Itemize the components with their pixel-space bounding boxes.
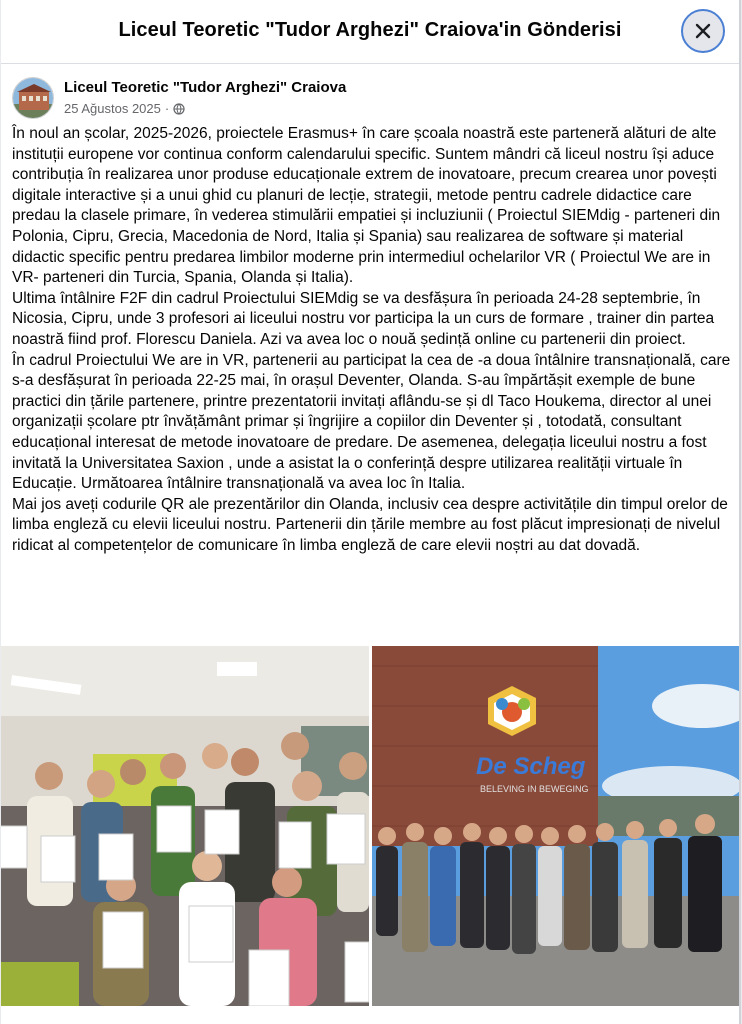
post-paragraph: În noul an școlar, 2025-2026, proiectele Erasmus+ în care școala noastră este parteneră alături de alte instituții europene vor continua conform calendarului specific. Suntem mândri că liceul nostru își aduce contribuția în realizarea unor produse educaționale extrem de inovatoare, precum crearea unor povești digitale interactive și a unui ghid cu planuri de lecție, strategii, metode pentru cadrele didactice care predau la clasele primare, în vederea stimulării empatiei și incluziunii ( Proiectul SIEMdig - parteneri din Polonia, Cipru, Grecia, Macedonia de Nord, Italia și Spania) sau realizarea de software și material didactic specific pentru predarea limbilor moderne prin intermediul ochelarilor VR ( Proiectul We are in VR- parteneri din Turcia, Spania, Olanda și Italia). xyxy=(12,125,721,287)
group-photo-indoor xyxy=(1,646,369,1006)
photo-group-outdoor[interactable] xyxy=(372,646,739,1006)
post-author[interactable]: Liceul Teoretic "Tudor Arghezi" Craiova xyxy=(64,79,347,96)
post-text xyxy=(12,124,736,556)
close-button[interactable] xyxy=(681,9,725,53)
avatar[interactable] xyxy=(12,77,54,119)
close-icon xyxy=(694,22,712,40)
modal-title: Liceul Teoretic "Tudor Arghezi" Craiova'in Gönderisi xyxy=(118,19,622,41)
post-paragraph: În cadrul Proiectului We are in VR, partenerii au participat la cea de -a doua întâlnire transnațională, care s-a desfășurat în perioada 22-25 mai, în orașul Deventer, Olanda. S-au împărtășit exemple de bune practici din țările partenere, printre prezentatorii invitați aflându-se și dl Taco Houkema, director al unei organizații școlare ptr învățământ primar și îngrijire a copiilor din Deventer și , totodată, consultant educațional interesat de metode inovatoare de predare. De asemenea, delegația liceului nostru a fost invitată la Universitatea Saxion , unde a asistat la o conferință despre utilizarea realității virtuale în Educație. Următoarea întâlnire transnațională va avea loc în Italia. xyxy=(12,351,731,493)
globe-icon xyxy=(173,103,185,115)
photo-grid xyxy=(1,646,739,1006)
meta-separator: · xyxy=(164,101,170,116)
photo-group-indoor[interactable] xyxy=(1,646,369,1006)
sign-name: De Scheg xyxy=(476,753,586,780)
post-paragraph: Ultima întâlnire F2F din cadrul Proiectului SIEMdig se va desfășura în perioada 24-28 septembrie, în Nicosia, Cipru, unde 3 profesori ai liceului nostru vor participa la un curs de formare , trainer din partea noastră fiind prof. Florescu Daniela. Azi va avea loc o nouă ședință online cu partenerii din proiect. xyxy=(12,289,715,348)
bottom-strip xyxy=(1,1006,739,1024)
sign-tagline: BELEVING IN BEWEGING xyxy=(480,784,589,794)
post-date[interactable]: 25 Ağustos 2025 xyxy=(64,101,161,116)
post-paragraph: Mai jos aveți codurile QR ale prezentărilor din Olanda, inclusiv cea despre activitățile din timpul orelor de limba engleză cu elevii liceului nostru. Partenerii din țările membre au fost plăcut impresionați de nivelul ridicat al competențelor de comunicare în limba engleză de care elevii noștri au dat dovadă. xyxy=(12,495,728,554)
modal-header xyxy=(1,0,739,64)
post-modal xyxy=(1,0,741,1024)
post-meta xyxy=(64,101,185,116)
group-photo-outdoor xyxy=(372,646,739,1006)
school-building-icon xyxy=(13,78,54,119)
